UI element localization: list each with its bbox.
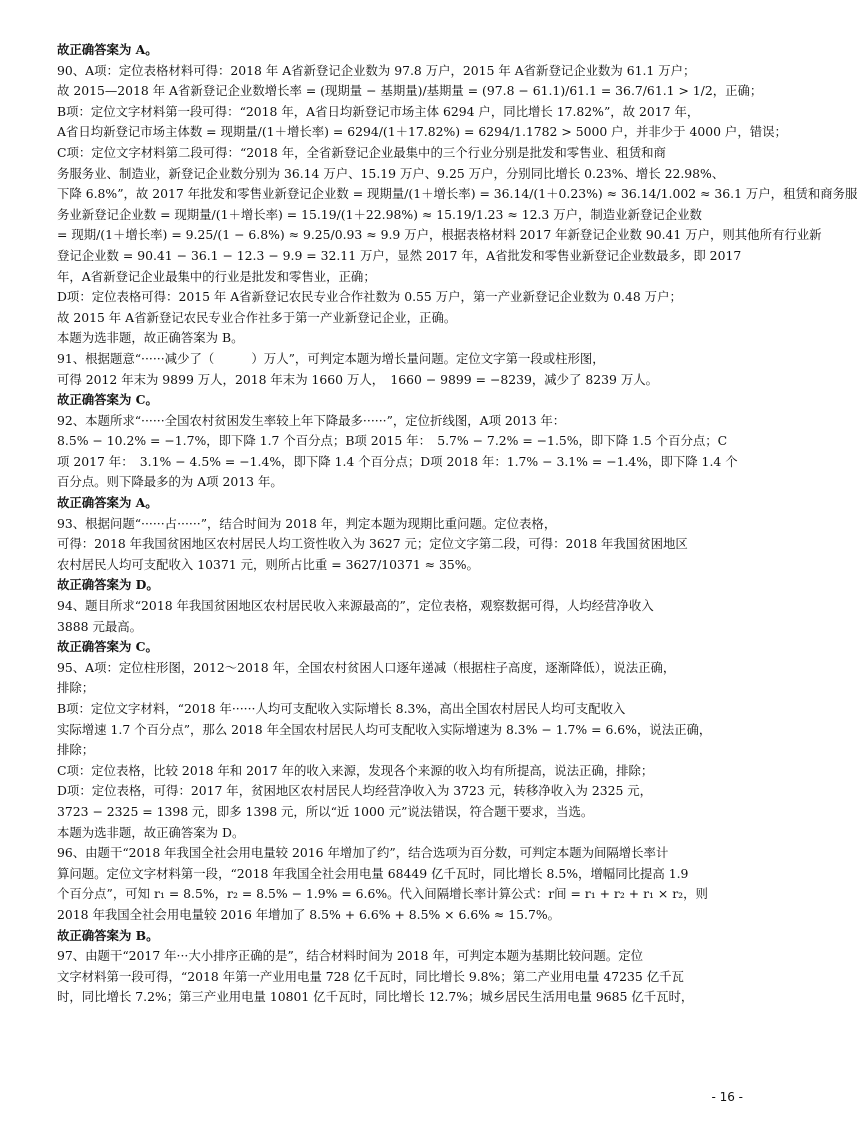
- text-line: C项：定位表格，比较 2018 年和 2017 年的收入来源，发现各个来源的收入均有所提高，说法正确，排除；: [57, 762, 654, 778]
- text-line: 下降 6.8%”，故 2017 年批发和零售业新登记企业数 = 现期量/(1＋增长率) = 36.14/(1＋0.23%) ≈ 36.14/1.002 ≈ 36.1 万户，租赁和商务服: [57, 186, 857, 202]
- text-line: 3888 元最高。: [57, 618, 143, 634]
- text-line: 年，A省新登记企业最集中的行业是批发和零售业，正确；: [57, 268, 376, 284]
- text-line: 3723 − 2325 = 1398 元，即多 1398 元，所以“近 1000 元”说法错误，符合题干要求，当选。: [57, 803, 594, 819]
- text-line: 95、A项：定位柱形图，2012～2018 年，全国农村贫困人口逐年递减（根据柱子高度，逐渐降低），说法正确，: [57, 659, 676, 675]
- text-line: 务服务业、制造业，新登记企业数分别为 36.14 万户、15.19 万户、9.25 万户，分别同比增长 0.23%、增长 22.98%、: [57, 165, 725, 181]
- text-line: 务业新登记企业数 = 现期量/(1＋增长率) = 15.19/(1＋22.98%) ≈ 15.19/1.23 ≈ 12.3 万户，制造业新登记企业数: [57, 206, 702, 222]
- page-number: - 16 -: [711, 1090, 743, 1104]
- text-line: 实际增速 1.7 个百分点”，那么 2018 年全国农村居民人均可支配收入实际增速为 8.3% − 1.7% = 6.6%，说法正确，: [57, 721, 712, 737]
- text-line: 8.5% − 10.2% = −1.7%，即下降 1.7 个百分点；B项 2015 年： 5.7% − 7.2% = −1.5%，即下降 1.5 个百分点；C: [57, 433, 728, 449]
- answer-text: [57, 40, 857, 1008]
- text-line: 本题为选非题，故正确答案为 D。: [57, 824, 245, 840]
- text-line: B项：定位文字材料第一段可得：“2018 年，A省日均新登记市场主体 6294 户，同比增长 17.82%”，故 2017 年，: [57, 103, 700, 119]
- text-line: 排除；: [57, 742, 95, 758]
- text-line: = 现期/(1＋增长率) = 9.25/(1 − 6.8%) ≈ 9.25/0.93 ≈ 9.9 万户，根据表格材料 2017 年新登记企业数 90.41 万户，则其他所有行业新: [57, 227, 822, 243]
- text-line: 本题为选非题，故正确答案为 B。: [57, 330, 244, 346]
- text-line: D项：定位表格，可得：2017 年，贫困地区农村居民人均经营净收入为 3723 元，转移净收入为 2325 元，: [57, 783, 653, 799]
- text-line: 农村居民人均可支配收入 10371 元，则所占比重 = 3627/10371 ≈ 35%。: [57, 556, 479, 572]
- text-line: 文字材料第一段可得，“2018 年第一产业用电量 728 亿千瓦时，同比增长 9.8%；第二产业用电量 47235 亿千瓦: [57, 968, 684, 984]
- text-line: C项：定位文字材料第二段可得：“2018 年，全省新登记企业最集中的三个行业分别是批发和零售业、租赁和商: [57, 144, 666, 160]
- text-line: 排除；: [57, 680, 95, 696]
- text-line: 可得：2018 年我国贫困地区农村居民人均工资性收入为 3627 元；定位文字第二段，可得：2018 年我国贫困地区: [57, 536, 688, 552]
- text-line: 时，同比增长 7.2%；第三产业用电量 10801 亿千瓦时，同比增长 12.7%；城乡居民生活用电量 9685 亿千瓦时，: [57, 989, 694, 1005]
- answer-line: 故正确答案为 C。: [57, 392, 158, 408]
- text-line: 百分点。则下降最多的为 A项 2013 年。: [57, 474, 283, 490]
- answer-line: 故正确答案为 A。: [57, 495, 158, 511]
- text-line: 91、根据题意“······减少了（ ）万人”，可判定本题为增长量问题。定位文字第一段或柱形图，: [57, 350, 605, 366]
- text-line: 94、题目所求“2018 年我国贫困地区农村居民收入来源最高的”，定位表格，观察数据可得，人均经营净收入: [57, 598, 654, 614]
- text-line: A省日均新登记市场主体数 = 现期量/(1＋增长率) = 6294/(1＋17.82%) = 6294/1.1782 > 5000 户，并非少于 4000 户，错误；: [57, 124, 787, 140]
- text-line: 97、由题干“2017 年···大小排序正确的是”，结合材料时间为 2018 年，可判定本题为基期比较问题。定位: [57, 948, 643, 964]
- text-line: 96、由题干“2018 年我国全社会用电量较 2016 年增加了约”，结合选项为百分数，可判定本题为间隔增长率计: [57, 845, 669, 861]
- text-line: 算问题。定位文字材料第一段，“2018 年我国全社会用电量 68449 亿千瓦时，同比增长 8.5%，增幅同比提高 1.9: [57, 865, 689, 881]
- answer-line: 故正确答案为 A。: [57, 42, 158, 57]
- text-line: B项：定位文字材料，“2018 年······人均可支配收入实际增长 8.3%，高出全国农村居民人均可支配收入: [57, 701, 626, 716]
- answer-line: 故正确答案为 D。: [57, 577, 159, 593]
- answer-line: 故正确答案为 B。: [57, 927, 159, 943]
- text-line: 90、A项：定位表格材料可得：2018 年 A省新登记企业数为 97.8 万户，2015 年 A省新登记企业数为 61.1 万户；: [57, 62, 696, 78]
- text-line: 个百分点”，可知 r₁ = 8.5%，r₂ = 8.5% − 1.9% = 6.6%。代入间隔增长率计算公式：r间 = r₁ + r₂ + r₁ × r₂，则: [57, 886, 708, 902]
- text-line: 93、根据问题“······占······”，结合时间为 2018 年，判定本题为现期比重问题。定位表格，: [57, 515, 557, 531]
- text-line: 2018 年我国全社会用电量较 2016 年增加了 8.5% + 6.6% + 8.5% × 6.6% ≈ 15.7%。: [57, 906, 560, 922]
- text-line: 可得 2012 年末为 9899 万人，2018 年末为 1660 万人， 1660 − 9899 = −8239，减少了 8239 万人。: [57, 371, 659, 387]
- text-line: D项：定位表格可得：2015 年 A省新登记农民专业合作社数为 0.55 万户，第一产业新登记企业数为 0.48 万户；: [57, 289, 682, 305]
- text-line: 故 2015 年 A省新登记农民专业合作社多于第一产业新登记企业，正确。: [57, 309, 457, 325]
- text-line: 故 2015—2018 年 A省新登记企业数增长率 = (现期量 − 基期量)/基期量 = (97.8 − 61.1)/61.1 = 36.7/61.1 > 1/2，正确；: [57, 83, 763, 99]
- text-line: 项 2017 年： 3.1% − 4.5% = −1.4%，即下降 1.4 个百分点；D项 2018 年：1.7% − 3.1% = −1.4%，即下降 1.4 个: [57, 453, 738, 469]
- answer-line: 故正确答案为 C。: [57, 639, 158, 655]
- text-line: 92、本题所求“······全国农村贫困发生率较上年下降最多······”，定位折线图，A项 2013 年：: [57, 412, 566, 428]
- text-line: 登记企业数 = 90.41 − 36.1 − 12.3 − 9.9 = 32.11 万户，显然 2017 年，A省批发和零售业新登记企业数最多，即 2017: [57, 247, 742, 263]
